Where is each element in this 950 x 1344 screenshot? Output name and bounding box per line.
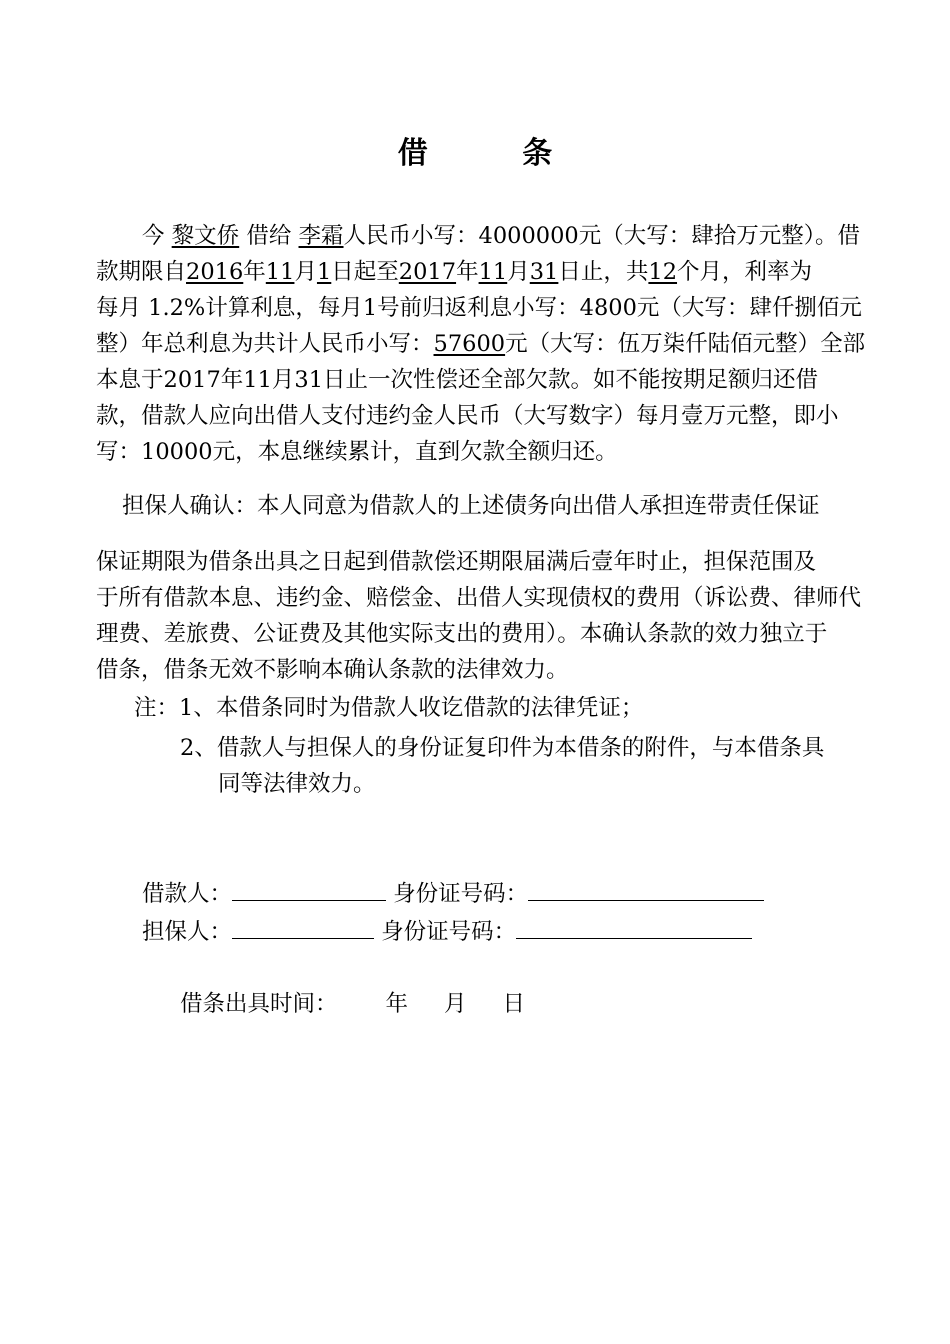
start-month: 11	[265, 259, 295, 285]
guarantee-line-2: 保证期限为借条出具之日起到借款偿还期限届满后壹年时止，担保范围及	[96, 549, 817, 575]
document-title: 借 条	[397, 136, 595, 171]
total-interest: 57600	[433, 331, 506, 357]
body-line-5: 本息于2017年11月31日止一次性偿还全部欠款。如不能按期足额归还借	[96, 367, 819, 393]
year-label: 年	[385, 991, 409, 1017]
end-day: 31	[529, 259, 559, 285]
guarantor-signature-blank[interactable]	[232, 912, 374, 939]
guarantee-line-3: 于所有借款本息、违约金、赔偿金、出借人实现债权的费用（诉讼费、律师代	[96, 585, 862, 611]
body-line-7: 写：10000元，本息继续累计，直到欠款全额归还。	[96, 439, 618, 465]
body-line-2: 款期限自2016年11月1日起至2017年11月31日止，共12个月，利率为	[96, 259, 813, 285]
guarantee-line-5: 借条，借条无效不影响本确认条款的法律效力。	[96, 657, 569, 683]
end-year: 2017	[398, 259, 457, 285]
guarantor-label: 担保人：	[142, 919, 233, 945]
loan-months: 12	[648, 259, 678, 285]
guarantee-line-1: 担保人确认：本人同意为借款人的上述债务向出借人承担连带责任保证	[122, 493, 820, 519]
borrower-id-label: 身份证号码：	[393, 881, 529, 907]
body-line-4: 整）年总利息为共计人民币小写：57600元（大写：伍万柒仟陆佰元整）全部	[96, 331, 866, 357]
borrower-label: 借款人：	[142, 881, 233, 907]
body-line-6: 款，借款人应向出借人支付违约金人民币（大写数字）每月壹万元整，即小	[96, 403, 839, 429]
borrower-signature-blank[interactable]	[232, 874, 386, 901]
lender-name: 李霜	[298, 223, 344, 249]
body-line-3: 每月 1.2%计算利息，每月1号前归返利息小写：4800元（大写：肆仟捌佰元	[96, 295, 862, 321]
month-label: 月	[444, 991, 467, 1017]
guarantee-line-4: 理费、差旅费、公证费及其他实际支出的费用）。本确认条款的效力独立于	[96, 621, 828, 647]
end-month: 11	[478, 259, 508, 285]
note-1: 注：1、本借条同时为借款人收讫借款的法律凭证；	[134, 695, 644, 721]
day-label: 日	[502, 991, 526, 1017]
body-line-1: 今 黎文侨 借给 李霜人民币小写：4000000元（大写：肆拾万元整）。借	[142, 223, 860, 249]
start-year: 2016	[186, 259, 244, 285]
issue-date-label: 借条出具时间：	[180, 991, 338, 1017]
note-2: 2、借款人与担保人的身份证复印件为本借条的附件，与本借条具	[180, 735, 825, 761]
borrower-name: 黎文侨	[171, 223, 240, 249]
issue-date-row	[180, 986, 525, 1022]
borrower-id-blank[interactable]	[528, 874, 764, 901]
guarantor-id-label: 身份证号码：	[381, 919, 517, 945]
guarantor-signature-row	[142, 912, 752, 950]
borrower-signature-row	[142, 874, 764, 912]
note-2-continued: 同等法律效力。	[218, 771, 376, 797]
start-day: 1	[316, 259, 332, 285]
guarantor-id-blank[interactable]	[516, 912, 752, 939]
